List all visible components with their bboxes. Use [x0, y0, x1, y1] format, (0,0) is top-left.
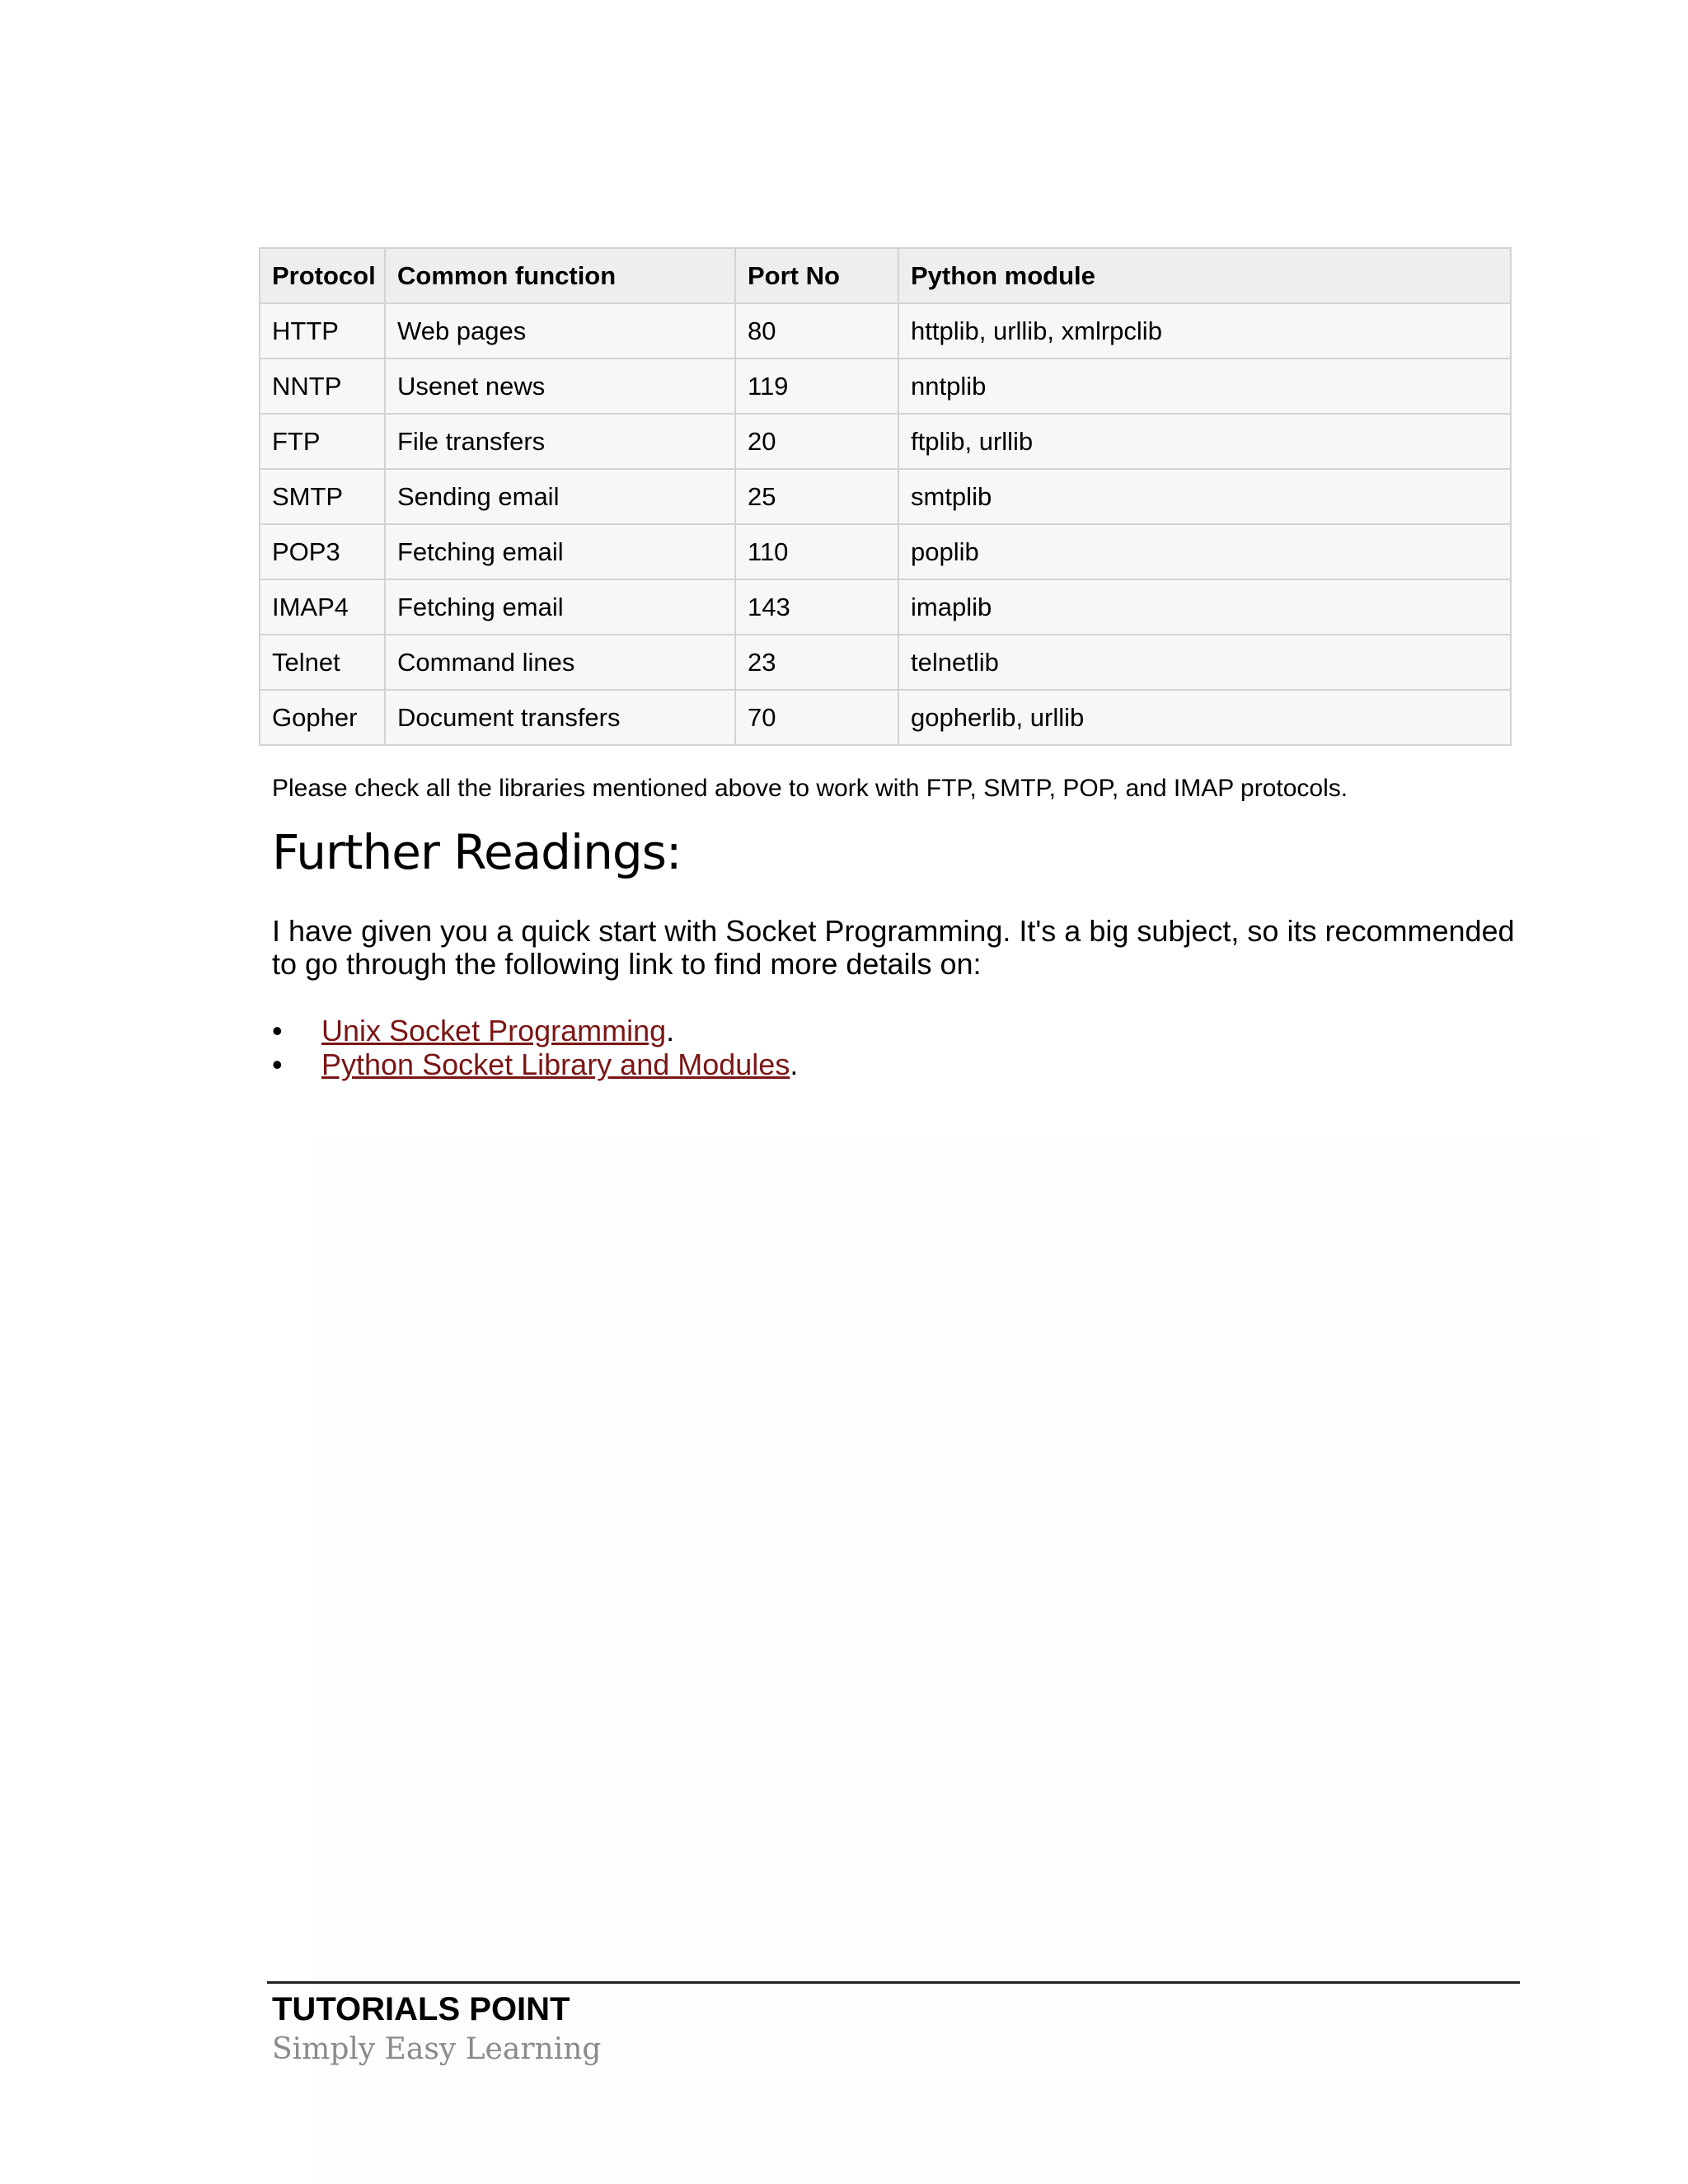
cell-module: telnetlib	[898, 635, 1511, 690]
link-unix-socket-programming[interactable]: Unix Socket Programming	[321, 1014, 667, 1047]
cell-function: Document transfers	[385, 690, 735, 745]
header-port-no: Port No	[735, 248, 898, 303]
link-suffix: .	[666, 1014, 675, 1047]
cell-protocol: NNTP	[260, 359, 385, 414]
bullet-icon: •	[272, 1014, 283, 1047]
cell-port: 23	[735, 635, 898, 690]
table-row	[260, 690, 1511, 745]
cell-protocol: Telnet	[260, 635, 385, 690]
cell-function: Command lines	[385, 635, 735, 690]
cell-module: poplib	[898, 524, 1511, 579]
list-item	[272, 1014, 798, 1047]
cell-port: 119	[735, 359, 898, 414]
cell-port: 143	[735, 579, 898, 635]
section-heading: Further Readings:	[272, 824, 682, 880]
table-row	[260, 524, 1511, 579]
cell-function: File transfers	[385, 414, 735, 469]
cell-port: 110	[735, 524, 898, 579]
table-row	[260, 303, 1511, 359]
cell-function: Fetching email	[385, 524, 735, 579]
footer-tagline: Simply Easy Learning	[272, 2032, 602, 2066]
table-row	[260, 579, 1511, 635]
cell-port: 25	[735, 469, 898, 524]
cell-module: smtplib	[898, 469, 1511, 524]
table-row	[260, 414, 1511, 469]
protocol-table	[259, 247, 1512, 746]
cell-module: httplib, urllib, xmlrpclib	[898, 303, 1511, 359]
header-protocol: Protocol	[260, 248, 385, 303]
cell-port: 70	[735, 690, 898, 745]
cell-module: nntplib	[898, 359, 1511, 414]
cell-function: Web pages	[385, 303, 735, 359]
table-row	[260, 469, 1511, 524]
cell-function: Sending email	[385, 469, 735, 524]
table-row	[260, 359, 1511, 414]
cell-protocol: IMAP4	[260, 579, 385, 635]
table-row	[260, 635, 1511, 690]
cell-protocol: Gopher	[260, 690, 385, 745]
cell-port: 20	[735, 414, 898, 469]
footer-brand: TUTORIALS POINT	[272, 1991, 570, 2027]
footer-divider	[267, 1981, 1520, 1984]
cell-protocol: POP3	[260, 524, 385, 579]
further-reading-list	[272, 1014, 798, 1081]
link-python-socket-library[interactable]: Python Socket Library and Modules	[321, 1047, 790, 1081]
cell-function: Usenet news	[385, 359, 735, 414]
cell-port: 80	[735, 303, 898, 359]
cell-module: imaplib	[898, 579, 1511, 635]
intro-paragraph: I have given you a quick start with Socket Programming. It's a big subject, so its recommended to go through the following link to find more details on:	[272, 914, 1515, 981]
header-common-function: Common function	[385, 248, 735, 303]
cell-function: Fetching email	[385, 579, 735, 635]
cell-protocol: SMTP	[260, 469, 385, 524]
library-note: Please check all the libraries mentioned above to work with FTP, SMTP, POP, and IMAP protocols.	[272, 775, 1348, 802]
link-suffix: .	[790, 1047, 799, 1081]
cell-module: gopherlib, urllib	[898, 690, 1511, 745]
list-item	[272, 1047, 798, 1081]
cell-protocol: HTTP	[260, 303, 385, 359]
bullet-icon: •	[272, 1047, 283, 1081]
cell-protocol: FTP	[260, 414, 385, 469]
table-header-row	[260, 248, 1511, 303]
header-python-module: Python module	[898, 248, 1511, 303]
cell-module: ftplib, urllib	[898, 414, 1511, 469]
